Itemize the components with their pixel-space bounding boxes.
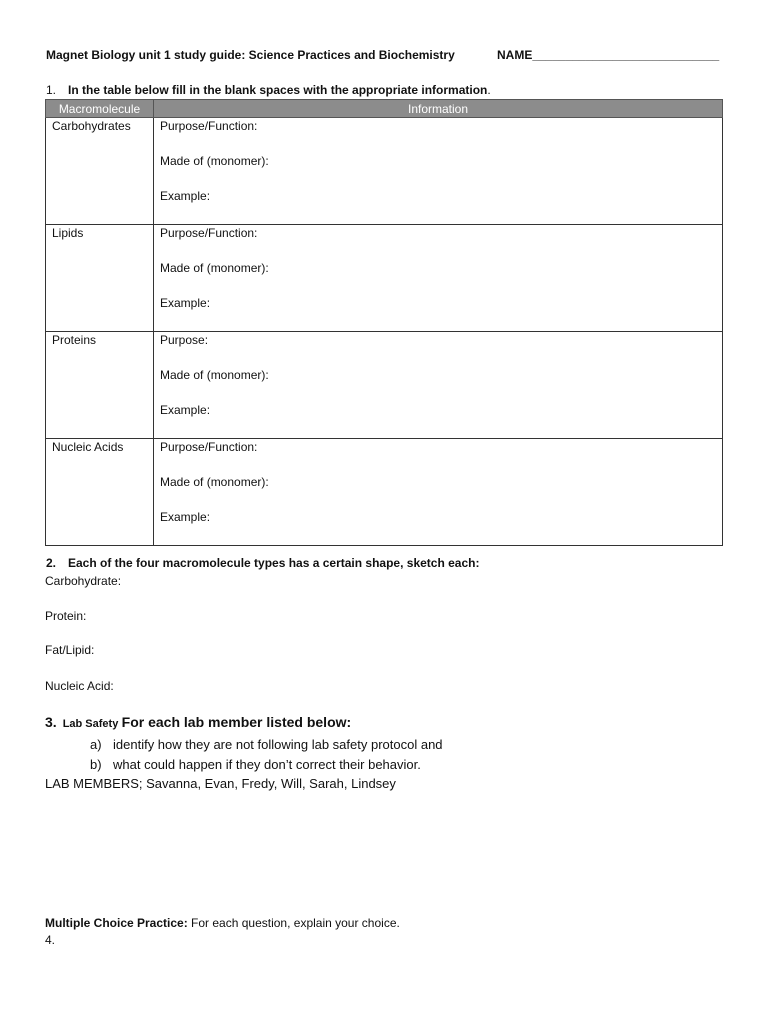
question-2-text: Each of the four macromolecule types has a certain shape, sketch each: <box>68 556 480 570</box>
question-1 <box>46 83 491 97</box>
header-information: Information <box>154 100 723 118</box>
macromolecule-name: Carbohydrates <box>52 119 131 133</box>
info-line: Example: <box>160 189 211 203</box>
question-4-number: 4. <box>45 933 56 947</box>
info-line: Purpose/Function: <box>160 440 258 454</box>
table-row <box>46 332 723 439</box>
info-line: Example: <box>160 296 211 310</box>
info-line: Purpose/Function: <box>160 119 258 133</box>
sub-item-letter: a) <box>90 737 102 752</box>
question-1-text: In the table below fill in the blank spaces with the appropriate information <box>68 83 488 97</box>
info-line: Made of (monomer): <box>160 261 269 275</box>
info-line: Made of (monomer): <box>160 154 269 168</box>
sub-item-b <box>90 757 421 772</box>
sketch-item-carbohydrate: Carbohydrate: <box>45 574 122 588</box>
table-row <box>46 439 723 546</box>
question-2 <box>46 556 479 570</box>
table-row <box>46 225 723 332</box>
name-field-label: NAME____________________________ <box>497 48 720 62</box>
sub-item-a <box>90 737 443 752</box>
question-3-number: 3. <box>45 714 57 730</box>
document-title: Magnet Biology unit 1 study guide: Science Practices and Biochemistry <box>46 48 455 62</box>
sketch-item-fat-lipid: Fat/Lipid: <box>45 643 95 657</box>
multiple-choice-label: Multiple Choice Practice: <box>45 916 188 930</box>
question-1-number: 1. <box>46 83 57 97</box>
info-line: Made of (monomer): <box>160 368 269 382</box>
sub-item-text: what could happen if they don’t correct their behavior. <box>113 757 421 772</box>
info-line: Example: <box>160 403 211 417</box>
question-1-period: . <box>487 83 491 97</box>
macromolecule-name: Proteins <box>52 333 97 347</box>
question-2-number: 2. <box>46 556 57 570</box>
info-line: Example: <box>160 510 211 524</box>
info-line: Purpose: <box>160 333 209 347</box>
table-header-row <box>46 100 723 118</box>
info-line: Purpose/Function: <box>160 226 258 240</box>
lab-safety-label: Lab Safety <box>62 718 119 730</box>
macromolecule-table <box>45 99 723 546</box>
table-row <box>46 118 723 225</box>
macromolecule-name: Lipids <box>52 226 84 240</box>
question-3-text: For each lab member listed below: <box>121 714 352 730</box>
header-macromolecule: Macromolecule <box>46 100 154 118</box>
sketch-item-protein: Protein: <box>45 609 87 623</box>
question-3 <box>45 714 351 730</box>
sketch-item-nucleic-acid: Nucleic Acid: <box>45 679 114 693</box>
multiple-choice-instruction: For each question, explain your choice. <box>187 916 400 930</box>
sub-item-text: identify how they are not following lab safety protocol and <box>113 737 443 752</box>
macromolecule-name: Nucleic Acids <box>52 440 124 454</box>
lab-members-list: LAB MEMBERS; Savanna, Evan, Fredy, Will, Sarah, Lindsey <box>45 776 396 791</box>
info-line: Made of (monomer): <box>160 475 269 489</box>
multiple-choice-heading <box>45 916 400 930</box>
sub-item-letter: b) <box>90 757 102 772</box>
